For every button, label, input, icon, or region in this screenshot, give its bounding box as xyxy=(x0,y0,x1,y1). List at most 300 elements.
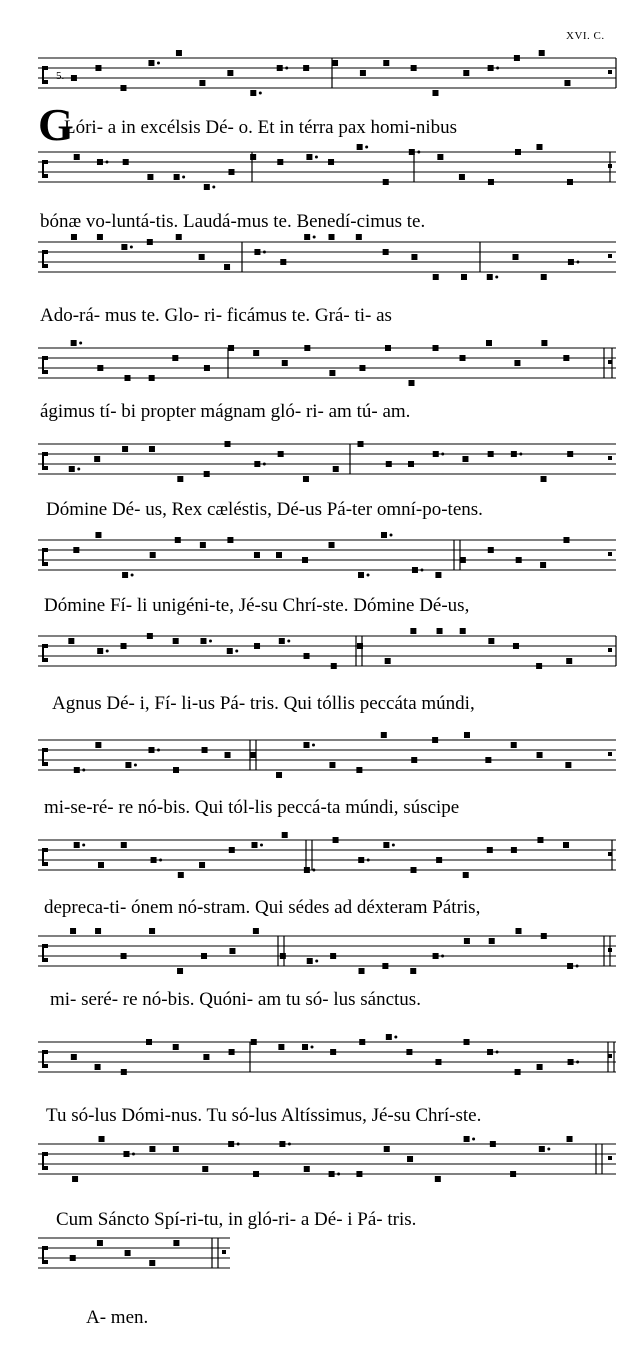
neume-note xyxy=(328,159,334,165)
neume-note xyxy=(302,557,308,563)
dot xyxy=(337,1173,340,1176)
neume-note xyxy=(200,638,206,644)
neume-note xyxy=(199,862,205,868)
neume-note xyxy=(74,154,80,160)
neume-note xyxy=(539,1146,545,1152)
neume-note xyxy=(459,174,465,180)
neume-note xyxy=(203,1054,209,1060)
neume-note xyxy=(94,456,100,462)
dot xyxy=(315,960,318,963)
dot xyxy=(420,569,423,572)
c-clef-icon xyxy=(42,944,48,962)
neume-note xyxy=(487,274,493,280)
neume-note xyxy=(304,867,310,873)
neume-note xyxy=(464,732,470,738)
neume-note xyxy=(172,355,178,361)
neume-note xyxy=(383,842,389,848)
neume-note xyxy=(411,867,417,873)
neume-note xyxy=(386,1034,392,1040)
neume-note xyxy=(513,643,519,649)
neume-note xyxy=(488,179,494,185)
dot xyxy=(235,650,238,653)
neume-note xyxy=(510,1171,516,1177)
neume-note xyxy=(176,50,182,56)
neume-note xyxy=(123,159,129,165)
neume-note xyxy=(147,239,153,245)
custos-mark xyxy=(608,948,612,952)
custos-mark xyxy=(608,254,612,258)
dot xyxy=(495,276,498,279)
neume-note xyxy=(149,375,155,381)
neume-note xyxy=(253,1171,259,1177)
neume-note xyxy=(356,1171,362,1177)
lyric-line: Agnus Dé- i, Fí- li-us Pá- tris. Qui tóllis peccáta múndi, xyxy=(52,693,475,714)
neume-note xyxy=(435,572,441,578)
neume-note xyxy=(121,643,127,649)
neume-note xyxy=(567,963,573,969)
dot xyxy=(77,468,80,471)
neume-note xyxy=(410,628,416,634)
neume-note xyxy=(411,757,417,763)
neume-note xyxy=(385,658,391,664)
drop-cap: G xyxy=(38,99,74,150)
dot xyxy=(259,92,262,95)
custos-mark xyxy=(608,456,612,460)
neume-note xyxy=(146,1039,152,1045)
neume-note xyxy=(487,1049,493,1055)
neume-note xyxy=(125,762,131,768)
neume-note xyxy=(515,1069,521,1075)
neume-note xyxy=(204,365,210,371)
neume-note xyxy=(95,65,101,71)
neume-note xyxy=(568,1059,574,1065)
neume-note xyxy=(464,1136,470,1142)
dot xyxy=(157,62,160,65)
neume-note xyxy=(406,1049,412,1055)
neume-note xyxy=(254,461,260,467)
neume-note xyxy=(282,832,288,838)
neume-note xyxy=(464,1039,470,1045)
dot xyxy=(472,1138,475,1141)
neume-note xyxy=(227,70,233,76)
neume-note xyxy=(359,1039,365,1045)
neume-note xyxy=(384,1146,390,1152)
neume-note xyxy=(251,842,257,848)
neume-note xyxy=(382,963,388,969)
lyric-line: Cum Sáncto Spí-ri-tu, in gló-ri- a Dé- i Pá- tris. xyxy=(56,1209,417,1230)
neume-note xyxy=(329,762,335,768)
lyric-line: ágimus tí- bi propter mágnam gló- ri- am tú- am. xyxy=(40,401,411,422)
neume-note xyxy=(536,144,542,150)
dot xyxy=(576,965,579,968)
neume-note xyxy=(177,476,183,482)
dot xyxy=(496,1051,499,1054)
dot xyxy=(263,463,266,466)
dot xyxy=(390,534,393,537)
custos-mark xyxy=(608,752,612,756)
c-clef-icon xyxy=(42,1152,48,1170)
neume-note xyxy=(202,1166,208,1172)
neume-note xyxy=(253,928,259,934)
lyric-line: A- men. xyxy=(86,1307,149,1328)
neume-note xyxy=(95,742,101,748)
neume-note xyxy=(229,948,235,954)
custos-mark xyxy=(608,1054,612,1058)
dot xyxy=(130,246,133,249)
neume-note xyxy=(488,547,494,553)
dot xyxy=(209,640,212,643)
neume-note xyxy=(74,767,80,773)
neume-note xyxy=(516,557,522,563)
neume-note xyxy=(98,862,104,868)
neume-note xyxy=(125,375,131,381)
custos-mark xyxy=(608,360,612,364)
neume-note xyxy=(433,953,439,959)
neume-note xyxy=(411,254,417,260)
neume-note xyxy=(304,1166,310,1172)
neume-note xyxy=(200,542,206,548)
neume-note xyxy=(254,552,260,558)
neume-note xyxy=(329,1171,335,1177)
neume-note xyxy=(149,1260,155,1266)
neume-note xyxy=(567,1136,573,1142)
dot xyxy=(367,574,370,577)
neume-note xyxy=(329,370,335,376)
neume-note xyxy=(251,1039,257,1045)
neume-note xyxy=(490,1141,496,1147)
dot xyxy=(79,342,82,345)
neume-note xyxy=(148,60,154,66)
dot xyxy=(365,146,368,149)
neume-note xyxy=(122,572,128,578)
c-clef-icon xyxy=(42,748,48,766)
neume-note xyxy=(147,633,153,639)
neume-note xyxy=(173,1044,179,1050)
neume-note xyxy=(71,234,77,240)
neume-note xyxy=(150,552,156,558)
neume-note xyxy=(97,365,103,371)
neume-note xyxy=(435,1059,441,1065)
neume-note xyxy=(514,360,520,366)
neume-note xyxy=(460,355,466,361)
neume-note xyxy=(537,752,543,758)
neume-note xyxy=(74,842,80,848)
c-clef-icon xyxy=(42,452,48,470)
neume-note xyxy=(563,355,569,361)
neume-note xyxy=(276,772,282,778)
neume-note xyxy=(228,345,234,351)
neume-note xyxy=(306,154,312,160)
neume-note xyxy=(174,174,180,180)
neume-note xyxy=(303,476,309,482)
neume-note xyxy=(177,968,183,974)
neume-note xyxy=(276,552,282,558)
neume-note xyxy=(331,663,337,669)
custos-mark xyxy=(608,552,612,556)
dot xyxy=(547,1148,550,1151)
neume-note xyxy=(433,451,439,457)
neume-note xyxy=(97,1240,103,1246)
dot xyxy=(260,844,263,847)
neume-note xyxy=(176,234,182,240)
neume-note xyxy=(409,380,415,386)
neume-note xyxy=(121,244,127,250)
neume-note xyxy=(462,456,468,462)
neume-note xyxy=(277,159,283,165)
custos-mark xyxy=(608,70,612,74)
neume-note xyxy=(68,638,74,644)
neume-note xyxy=(69,466,75,472)
neume-note xyxy=(99,1136,105,1142)
neume-note xyxy=(303,65,309,71)
dot xyxy=(312,869,315,872)
custos-mark xyxy=(608,1156,612,1160)
neume-note xyxy=(253,350,259,356)
neume-note xyxy=(304,234,310,240)
neume-note xyxy=(381,532,387,538)
neume-note xyxy=(97,648,103,654)
neume-note xyxy=(381,732,387,738)
dot xyxy=(312,744,315,747)
neume-note xyxy=(151,857,157,863)
neume-note xyxy=(537,1064,543,1070)
c-clef-icon xyxy=(42,644,48,662)
neume-note xyxy=(302,1044,308,1050)
dot xyxy=(287,640,290,643)
neume-note xyxy=(173,638,179,644)
c-clef-icon xyxy=(42,848,48,866)
neume-note xyxy=(199,80,205,86)
neume-note xyxy=(120,85,126,91)
neume-note xyxy=(149,928,155,934)
neume-note xyxy=(229,1049,235,1055)
neume-note xyxy=(280,259,286,265)
neume-note xyxy=(358,572,364,578)
dot xyxy=(159,859,162,862)
neume-note xyxy=(409,149,415,155)
neume-note xyxy=(488,638,494,644)
neume-note xyxy=(251,752,257,758)
neume-note xyxy=(227,537,233,543)
neume-note xyxy=(541,476,547,482)
dot xyxy=(394,1036,397,1039)
neume-note xyxy=(565,762,571,768)
neume-note xyxy=(567,179,573,185)
neume-note xyxy=(511,742,517,748)
dot xyxy=(182,176,185,179)
dot xyxy=(131,574,134,577)
c-clef-icon xyxy=(42,250,48,268)
neume-note xyxy=(383,179,389,185)
neume-note xyxy=(464,938,470,944)
c-clef-icon xyxy=(42,548,48,566)
neume-note xyxy=(566,658,572,664)
dot xyxy=(441,955,444,958)
neume-note xyxy=(125,1250,131,1256)
neume-note xyxy=(385,345,391,351)
dot xyxy=(367,859,370,862)
neume-note xyxy=(173,1146,179,1152)
neume-note xyxy=(97,159,103,165)
neume-note xyxy=(227,648,233,654)
dot xyxy=(288,1143,291,1146)
neume-note xyxy=(437,628,443,634)
neume-note xyxy=(173,767,179,773)
lyric-line: mi- seré- re nó-bis. Quóni- am tu só- lus sánctus. xyxy=(50,989,421,1010)
neume-note xyxy=(541,340,547,346)
neume-note xyxy=(228,169,234,175)
neume-note xyxy=(123,1151,129,1157)
neume-note xyxy=(204,184,210,190)
dot xyxy=(263,251,266,254)
neume-note xyxy=(539,50,545,56)
neume-note xyxy=(199,254,205,260)
neume-note xyxy=(71,1054,77,1060)
dot xyxy=(392,844,395,847)
neume-note xyxy=(515,149,521,155)
neume-note xyxy=(360,70,366,76)
neume-note xyxy=(489,938,495,944)
neume-note xyxy=(282,360,288,366)
dot xyxy=(441,453,444,456)
neume-note xyxy=(463,872,469,878)
dot xyxy=(315,156,318,159)
dot xyxy=(134,764,137,767)
c-clef-icon xyxy=(42,1050,48,1068)
dot xyxy=(212,186,215,189)
neume-note xyxy=(486,340,492,346)
neume-note xyxy=(436,857,442,863)
neume-note xyxy=(73,547,79,553)
neume-note xyxy=(71,75,77,81)
custos-mark xyxy=(608,164,612,168)
neume-note xyxy=(149,1146,155,1152)
neume-note xyxy=(356,767,362,773)
neume-note xyxy=(512,254,518,260)
neume-note xyxy=(488,65,494,71)
neume-note xyxy=(173,1240,179,1246)
neume-note xyxy=(97,234,103,240)
neume-note xyxy=(432,90,438,96)
dot xyxy=(417,151,420,154)
neume-note xyxy=(412,567,418,573)
neume-note xyxy=(250,90,256,96)
neume-note xyxy=(463,70,469,76)
neume-note xyxy=(121,953,127,959)
neume-note xyxy=(488,451,494,457)
neume-note xyxy=(304,653,310,659)
neume-note xyxy=(225,441,231,447)
neume-note xyxy=(356,234,362,240)
neume-note xyxy=(148,747,154,753)
neume-note xyxy=(541,274,547,280)
neume-note xyxy=(408,461,414,467)
mode-label: XVI. C. xyxy=(566,30,605,42)
dot xyxy=(285,67,288,70)
neume-note xyxy=(254,643,260,649)
custos-mark xyxy=(608,852,612,856)
neume-note xyxy=(175,537,181,543)
neume-note xyxy=(514,55,520,61)
neume-note xyxy=(254,249,260,255)
dot xyxy=(105,161,108,164)
neume-note xyxy=(568,259,574,265)
neume-note xyxy=(487,847,493,853)
neume-note xyxy=(407,1156,413,1162)
neume-note xyxy=(411,65,417,71)
neume-note xyxy=(250,154,256,160)
neume-note xyxy=(278,451,284,457)
neume-note xyxy=(149,446,155,452)
neume-note xyxy=(204,471,210,477)
neume-note xyxy=(70,1255,76,1261)
neume-note xyxy=(332,60,338,66)
neume-note xyxy=(435,1176,441,1182)
neume-note xyxy=(537,837,543,843)
lyric-line: Tu só-lus Dómi-nus. Tu só-lus Altíssimus, Jé-su Chrí-ste. xyxy=(46,1105,482,1126)
dot xyxy=(576,261,579,264)
neume-note xyxy=(329,542,335,548)
c-clef-icon xyxy=(42,1246,48,1264)
neume-note xyxy=(121,1069,127,1075)
neume-note xyxy=(328,234,334,240)
neume-note xyxy=(333,837,339,843)
neume-note xyxy=(460,628,466,634)
neume-note xyxy=(333,466,339,472)
lyric-line: Dómine Dé- us, Rex cæléstis, Dé-us Pá-ter omní-po-tens. xyxy=(46,499,483,520)
neume-note xyxy=(511,847,517,853)
neume-note xyxy=(359,968,365,974)
neume-note xyxy=(147,174,153,180)
neume-note xyxy=(433,345,439,351)
neume-note xyxy=(410,968,416,974)
dot xyxy=(576,1061,579,1064)
dot xyxy=(106,650,109,653)
neume-note xyxy=(278,1044,284,1050)
lyric-line: Dómine Fí- li unigéni-te, Jé-su Chrí-ste. Dómine Dé-us, xyxy=(44,595,470,616)
neume-note xyxy=(330,953,336,959)
neume-note xyxy=(122,446,128,452)
neume-note xyxy=(225,752,231,758)
neume-note xyxy=(307,958,313,964)
neume-note xyxy=(432,737,438,743)
neume-note xyxy=(359,365,365,371)
lyric-line: Lóri- a in excélsis Dé- o. Et in térra pax homi-nibus xyxy=(64,117,458,138)
neume-note xyxy=(563,537,569,543)
neume-note xyxy=(460,557,466,563)
custos-mark xyxy=(608,648,612,652)
lyric-line: mi-se-ré- re nó-bis. Qui tól-lis peccá-ta múndi, súscipe xyxy=(44,797,460,818)
neume-note xyxy=(357,144,363,150)
dot xyxy=(82,769,85,772)
neume-note xyxy=(433,274,439,280)
neume-note xyxy=(567,451,573,457)
lyric-line: bónæ vo-luntá-tis. Laudá-mus te. Benedí-cimus te. xyxy=(40,211,426,232)
neume-note xyxy=(95,532,101,538)
dot xyxy=(496,67,499,70)
dot xyxy=(82,844,85,847)
neume-note xyxy=(516,928,522,934)
neume-note xyxy=(71,340,77,346)
dot xyxy=(132,1153,135,1156)
neume-note xyxy=(280,953,286,959)
neume-note xyxy=(358,857,364,863)
neume-note xyxy=(357,643,363,649)
neume-note xyxy=(564,80,570,86)
neume-note xyxy=(121,842,127,848)
lyric-line: Ado-rá- mus te. Glo- ri- ficámus te. Grá- ti- as xyxy=(40,305,392,326)
neume-note xyxy=(383,249,389,255)
